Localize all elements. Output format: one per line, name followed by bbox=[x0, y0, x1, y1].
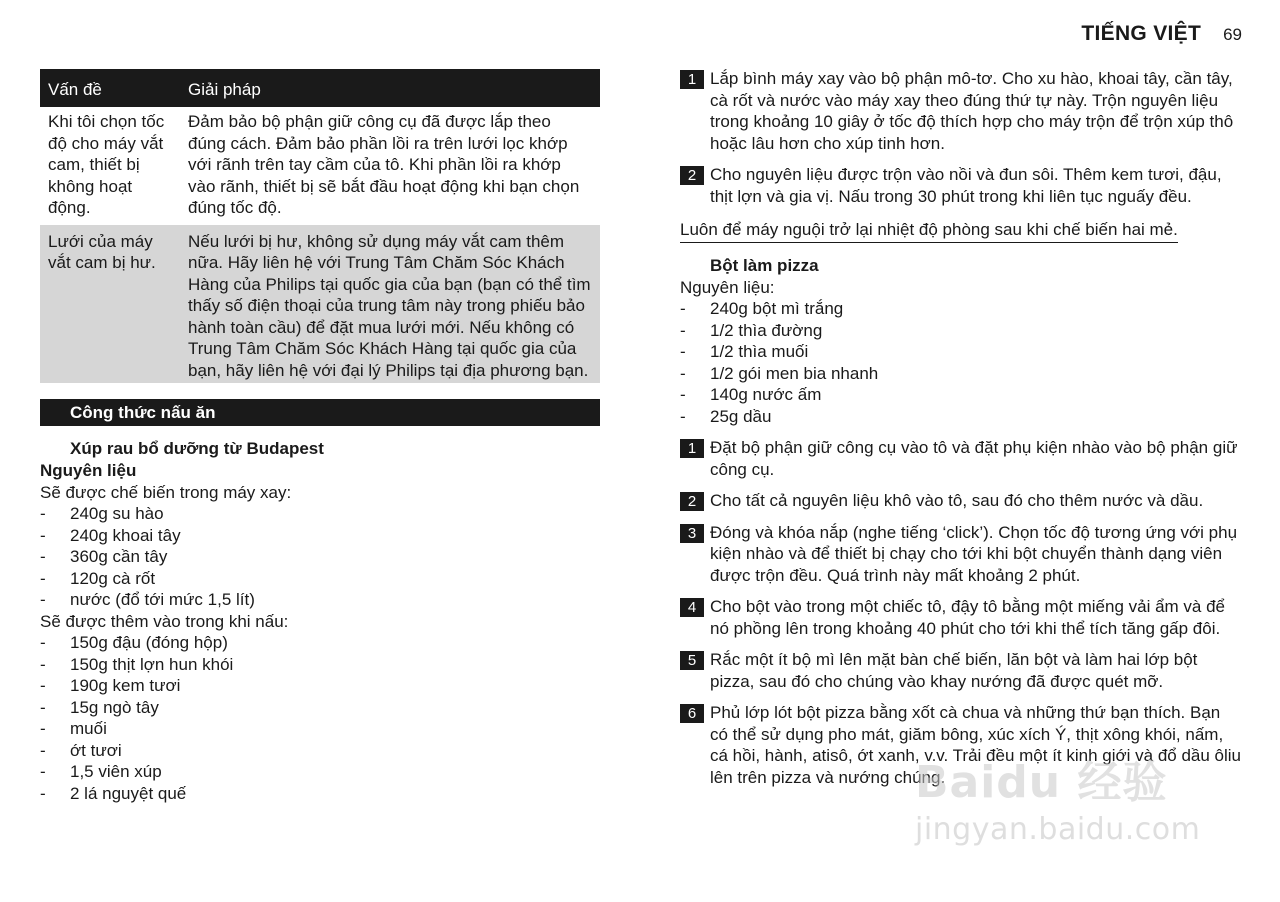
step-text: Cho tất cả nguyên liệu khô vào tô, sau đó cho thêm nước và dầu. bbox=[710, 491, 1204, 510]
pizza-step bbox=[680, 702, 1242, 788]
list-item: - 240g bột mì trắng bbox=[680, 298, 1242, 320]
pizza-step bbox=[680, 596, 1242, 639]
list-item: - ớt tươi bbox=[40, 740, 600, 762]
list-item: - 25g dầu bbox=[680, 406, 1242, 428]
pizza-ingredients-intro: Nguyên liệu: bbox=[680, 277, 775, 297]
cook-ingredient-list bbox=[40, 632, 600, 804]
pizza-step bbox=[680, 649, 1242, 692]
step-text: Đóng và khóa nắp (nghe tiếng ‘click’). Chọn tốc độ tương ứng với phụ kiện nhào và để thiết bị chạy cho tới khi bột chuyển thành dạng viên được trộn đều. Quá trình này mất khoảng 2 phút. bbox=[710, 522, 1238, 585]
pizza-step bbox=[680, 437, 1242, 480]
recipe-title-soup: Xúp rau bổ dưỡng từ Budapest bbox=[70, 439, 324, 458]
step-number-badge: 3 bbox=[680, 524, 704, 543]
list-item: - 240g khoai tây bbox=[40, 525, 600, 547]
list-item: - 120g cà rốt bbox=[40, 568, 600, 590]
page-number: 69 bbox=[1223, 25, 1242, 44]
pizza-step bbox=[680, 522, 1242, 587]
problem-cell: Khi tôi chọn tốc độ cho máy vắt cam, thiết bị không hoạt động. bbox=[48, 112, 165, 217]
column-header-solution: Giải pháp bbox=[180, 69, 600, 107]
blend-intro: Sẽ được chế biến trong máy xay: bbox=[40, 482, 292, 502]
blend-ingredient-list bbox=[40, 503, 600, 611]
list-item: - nước (đổ tới mức 1,5 lít) bbox=[40, 589, 600, 611]
page-header bbox=[1081, 22, 1242, 46]
pizza-step bbox=[680, 490, 1242, 512]
right-column bbox=[680, 68, 1242, 798]
cook-intro: Sẽ được thêm vào trong khi nấu: bbox=[40, 611, 289, 631]
troubleshooting-table bbox=[40, 69, 600, 383]
step-number-badge: 4 bbox=[680, 598, 704, 617]
step-number-badge: 1 bbox=[680, 439, 704, 458]
step-text: Cho nguyên liệu được trộn vào nồi và đun sôi. Thêm kem tươi, đậu, thịt lợn và gia vị. Nấu trong 30 phút trong khi liên tục nguấy đều. bbox=[710, 165, 1222, 206]
step-number-badge: 6 bbox=[680, 704, 704, 723]
step-number-badge: 2 bbox=[680, 166, 704, 185]
language-heading: TIẾNG VIỆT bbox=[1081, 22, 1202, 45]
table-row bbox=[40, 107, 600, 225]
pizza-ingredient-list bbox=[680, 298, 1242, 427]
list-item: - 1/2 thìa muối bbox=[680, 341, 1242, 363]
soup-step bbox=[680, 68, 1242, 154]
column-header-problem: Vấn đề bbox=[40, 69, 180, 107]
table-row bbox=[40, 225, 600, 384]
ingredients-heading: Nguyên liệu bbox=[40, 461, 137, 480]
step-number-badge: 1 bbox=[680, 70, 704, 89]
solution-cell: Đảm bảo bộ phận giữ công cụ đã được lắp theo đúng cách. Đảm bảo phần lồi ra trên lưới lọc khớp với rãnh trên tay cầm của tô. Khi phần lồi ra khớp vào rãnh, thiết bị sẽ bắt đầu hoạt động khi bạn chọn đúng tốc độ. bbox=[188, 112, 580, 217]
step-number-badge: 5 bbox=[680, 651, 704, 670]
section-heading-recipes: Công thức nấu ăn bbox=[40, 399, 600, 426]
watermark-url: jingyan.baidu.com bbox=[915, 812, 1201, 847]
list-item: - 1/2 thìa đường bbox=[680, 320, 1242, 342]
table-header-row bbox=[40, 69, 600, 107]
list-item: - 150g thịt lợn hun khói bbox=[40, 654, 600, 676]
step-text: Phủ lớp lót bột pizza bằng xốt cà chua và những thứ bạn thích. Bạn có thể sử dụng pho mát, giăm bông, xúc xích Ý, thịt xông khói, nấm, cá hồi, hành, atisô, ớt xanh, v.v. Trải đều một ít kinh giới và đổ dầu ôliu lên trên pizza và nướng chúng. bbox=[710, 703, 1242, 787]
list-item: - 240g su hào bbox=[40, 503, 600, 525]
soup-step bbox=[680, 164, 1242, 207]
step-text: Lắp bình máy xay vào bộ phận mô-tơ. Cho xu hào, khoai tây, cần tây, cà rốt và nước vào máy xay theo đúng thứ tự này. Trộn nguyên liệu trong khoảng 10 giây ở tốc độ thích hợp cho máy trộn để trộn xúp thô hoặc lâu hơn cho xúp tinh hơn. bbox=[710, 69, 1234, 153]
solution-cell: Nếu lưới bị hư, không sử dụng máy vắt cam thêm nữa. Hãy liên hệ với Trung Tâm Chăm Sóc Khách Hàng của Philips tại quốc gia của bạn (bạn có thể tìm thấy số điện thoại của trung tâm này trong phiếu bảo hành toàn cầu) để đặt mua lưới mới. Nếu không có Trung Tâm Chăm Sóc Khách Hàng tại quốc gia của bạn, hãy liên hệ với đại lý Philips tại địa phương bạn. bbox=[180, 225, 600, 384]
list-item: - 360g cần tây bbox=[40, 546, 600, 568]
watermark-logo: Baidu 经验 bbox=[915, 757, 1168, 808]
list-item: - 1,5 viên xúp bbox=[40, 761, 600, 783]
list-item: - muối bbox=[40, 718, 600, 740]
list-item: - 15g ngò tây bbox=[40, 697, 600, 719]
step-text: Cho bột vào trong một chiếc tô, đậy tô bằng một miếng vải ẩm và để nó phồng lên trong khoảng 40 phút cho tới khi thể tích tăng gấp đôi. bbox=[710, 597, 1226, 638]
list-item: - 150g đậu (đóng hộp) bbox=[40, 632, 600, 654]
step-number-badge: 2 bbox=[680, 492, 704, 511]
step-text: Rắc một ít bộ mì lên mặt bàn chế biến, lăn bột và làm hai lớp bột pizza, sau đó cho chúng vào khay nướng đã được quét mỡ. bbox=[710, 650, 1198, 691]
list-item: - 2 lá nguyệt quế bbox=[40, 783, 600, 805]
list-item: - 1/2 gói men bia nhanh bbox=[680, 363, 1242, 385]
list-item: - 190g kem tươi bbox=[40, 675, 600, 697]
left-column bbox=[40, 69, 600, 804]
list-item: - 140g nước ấm bbox=[680, 384, 1242, 406]
step-text: Đặt bộ phận giữ công cụ vào tô và đặt phụ kiện nhào vào bộ phận giữ công cụ. bbox=[710, 438, 1238, 479]
problem-cell: Lưới của máy vắt cam bị hư. bbox=[40, 225, 180, 384]
cooling-note: Luôn để máy nguội trở lại nhiệt độ phòng sau khi chế biến hai mẻ. bbox=[680, 219, 1178, 243]
recipe-title-pizza: Bột làm pizza bbox=[710, 255, 819, 275]
